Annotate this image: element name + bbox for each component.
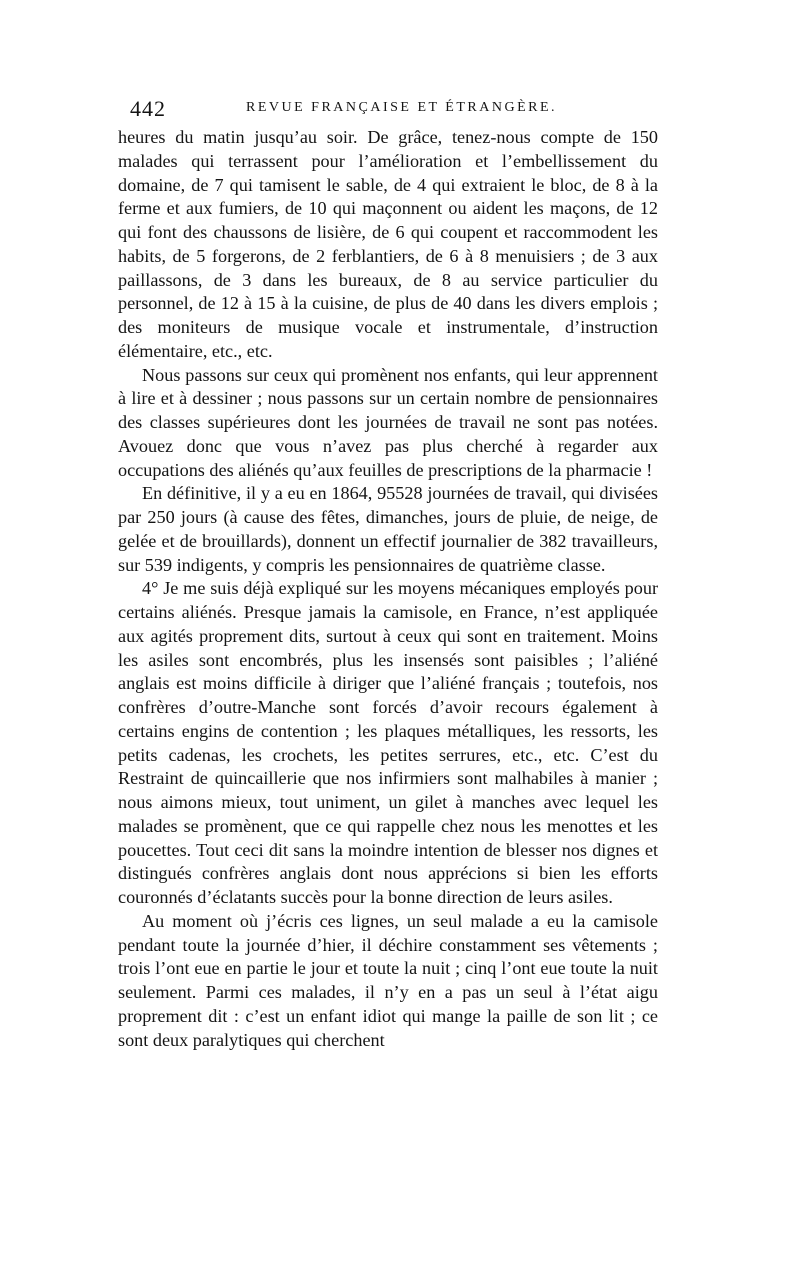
page-number: 442 — [130, 96, 166, 121]
paragraph-other-occupations: Nous passons sur ceux qui promènent nos enfants, qui leur apprennent à lire et à dessiner ; nous passons sur un certain nombre de pensionnaires des classes supérieures dont les journées de travail ne sont pas notées. Avouez donc que vous n’avez pas plus cherché à regarder aux occupations des aliénés qu’aux feuilles de prescriptions de la pharmacie ! — [118, 364, 658, 480]
body-text — [118, 126, 658, 1052]
running-title: REVUE FRANÇAISE ET ÉTRANGÈRE. — [246, 100, 558, 115]
paragraph-camisole-count: Au moment où j’écris ces lignes, un seul malade a eu la camisole pendant toute la journée d’hier, il déchire constamment ses vêtements ; trois l’ont eue en partie le jour et toute la nuit ; cinq l’ont eue toute la nuit seulement. Parmi ces malades, il n’y en a pas un seul à l’état aigu proprement dit : c’est un enfant idiot qui mange la paille de son lit ; ce sont deux paralytiques qui cherchent — [118, 910, 658, 1050]
paragraph-1864-totals: En définitive, il y a eu en 1864, 95528 journées de travail, qui divisées par 250 jours (à cause des fêtes, dimanches, jours de pluie, de neige, de gelée et de brouillards), donnent un effectif journalier de 382 travailleurs, sur 539 indigents, y compris les pensionnaires de quatrième classe. — [118, 483, 658, 575]
running-head — [118, 96, 658, 136]
book-page — [118, 0, 658, 1052]
paragraph-work-counts: heures du matin jusqu’au soir. De grâce, tenez-nous compte de 150 malades qui terrassent pour l’amélioration et l’embellissement du domaine, de 7 qui tamisent le sable, de 4 qui extraient le bloc, de 8 à la ferme et aux fumiers, de 10 qui maçonnent ou aident les maçons, de 12 qui font des chaussons de lisière, de 6 qui coupent et raccommodent les habits, de 5 forgerons, de 2 ferblantiers, de 6 à 8 menuisiers ; de 3 aux paillassons, de 3 dans les bureaux, de 8 au service particulier du personnel, de 12 à 15 à la cuisine, de plus de 40 dans les divers emplois ; des moniteurs de musique vocale et instrumentale, d’instruction élémentaire, etc., etc. — [118, 127, 658, 361]
paragraph-mechanical-restraint: 4° Je me suis déjà expliqué sur les moyens mécaniques employés pour certains aliénés. Presque jamais la camisole, en France, n’est appliquée aux agités proprement dits, surtout à ceux qui sont en traitement. Moins les asiles sont encombrés, plus les insensés sont paisibles ; l’aliéné anglais est moins difficile à diriger que l’aliéné français ; toutefois, nos confrères d’outre-Manche sont forcés d’avoir recours également à certains engins de contention ; les plaques métalliques, les ressorts, les petits cadenas, les crochets, les petites serrures, etc., etc. C’est du Restraint de quincaillerie que nos infirmiers sont malhabiles à manier ; nous aimons mieux, tout uniment, un gilet à manches avec lequel les malades se promènent, que ce qui rappelle chez nous les menottes et les poucettes. Tout ceci dit sans la moindre intention de blesser nos dignes et distingués confrères anglais dont nous apprécions si bien les efforts couronnés d’éclatants succès pour la bonne direction de leurs asiles. — [118, 578, 658, 907]
